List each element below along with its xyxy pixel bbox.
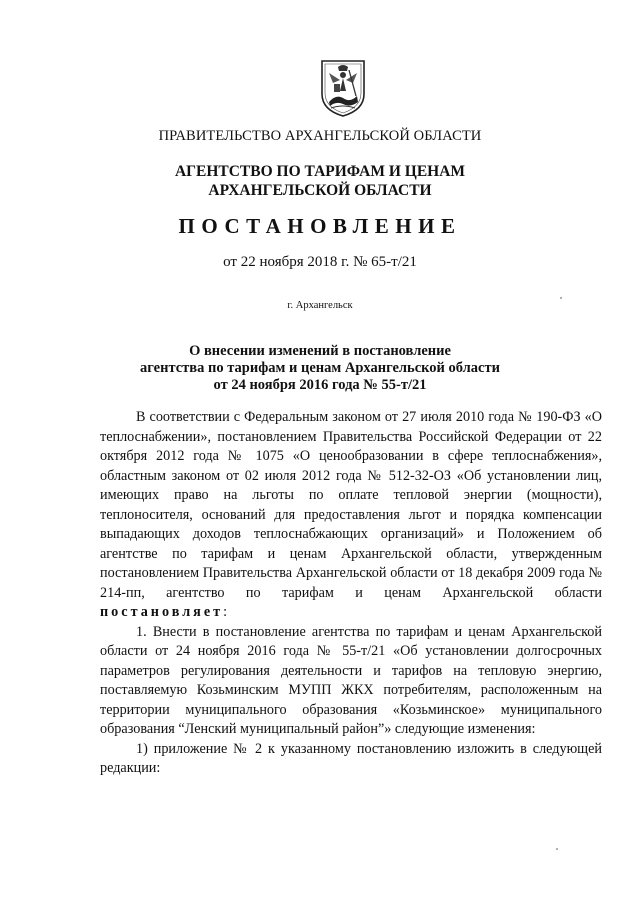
item-1-paragraph: 1. Внести в постановление агентства по тарифам и ценам Архангельской области от 24 ноября 2016 года № 55-т/21 «Об установлении долгосрочных параметров регулирования деятельности и тарифов на тепловую энергию, поставляемую Козьминским МУПП ЖКХ потребителям, расположенным на территории муниципального образования «Козьминское» муниципального образования “Ленский муниципальный район”» следующие изменения: bbox=[100, 623, 602, 737]
agency-name bbox=[0, 162, 640, 200]
document-date-number: от 22 ноября 2018 г. № 65-т/21 bbox=[223, 254, 417, 270]
government-name: ПРАВИТЕЛЬСТВО АРХАНГЕЛЬСКОЙ ОБЛАСТИ bbox=[158, 128, 482, 144]
item-1-1-paragraph: 1) приложение № 2 к указанному постановлению изложить в следующей редакции: bbox=[100, 740, 602, 776]
preamble-text: В соответствии с Федеральным законом от 27 июля 2010 года № 190-ФЗ «О теплоснабжении», постановлением Правительства Российской Федерации от 22 октября 2012 года № 1075 «О ценообразовании в сфере теплоснабжения», областным законом от 02 июля 2012 года № 512-32-ОЗ «Об установлении лиц, имеющих право на льготы по оплате тепловой энергии (мощности), теплоносителя, оснований для предоставления льгот и порядка компенсации выпадающих доходов теплоснабжающих организаций» и Положением об агентстве по тарифам и ценам Архангельской области, утвержденным постановлением Правительства Архангельской области от 18 декабря 2009 года № 214-пп, агентство по тарифам и ценам Архангельской области bbox=[100, 409, 602, 601]
decree-keyword: постановляет bbox=[100, 604, 224, 620]
subject-line-2: агентства по тарифам и ценам Архангельской области bbox=[140, 360, 500, 376]
scan-speck bbox=[560, 297, 562, 299]
agency-name-line-1: АГЕНТСТВО ПО ТАРИФАМ И ЦЕНАМ bbox=[174, 163, 466, 180]
subject-line-3: от 24 ноября 2016 года № 55-т/21 bbox=[213, 377, 427, 393]
document-body bbox=[100, 408, 602, 779]
coat-of-arms-icon bbox=[318, 58, 368, 118]
document-city: г. Архангельск bbox=[287, 300, 353, 311]
preamble-paragraph bbox=[100, 408, 602, 623]
preamble-colon: : bbox=[223, 604, 228, 620]
scan-speck bbox=[556, 848, 558, 850]
document-type-title: ПОСТАНОВЛЕНИЕ bbox=[178, 214, 462, 238]
subject-line-1: О внесении изменений в постановление bbox=[189, 343, 451, 359]
agency-name-line-2: АРХАНГЕЛЬСКОЙ ОБЛАСТИ bbox=[208, 182, 432, 199]
document-subject bbox=[0, 343, 640, 394]
